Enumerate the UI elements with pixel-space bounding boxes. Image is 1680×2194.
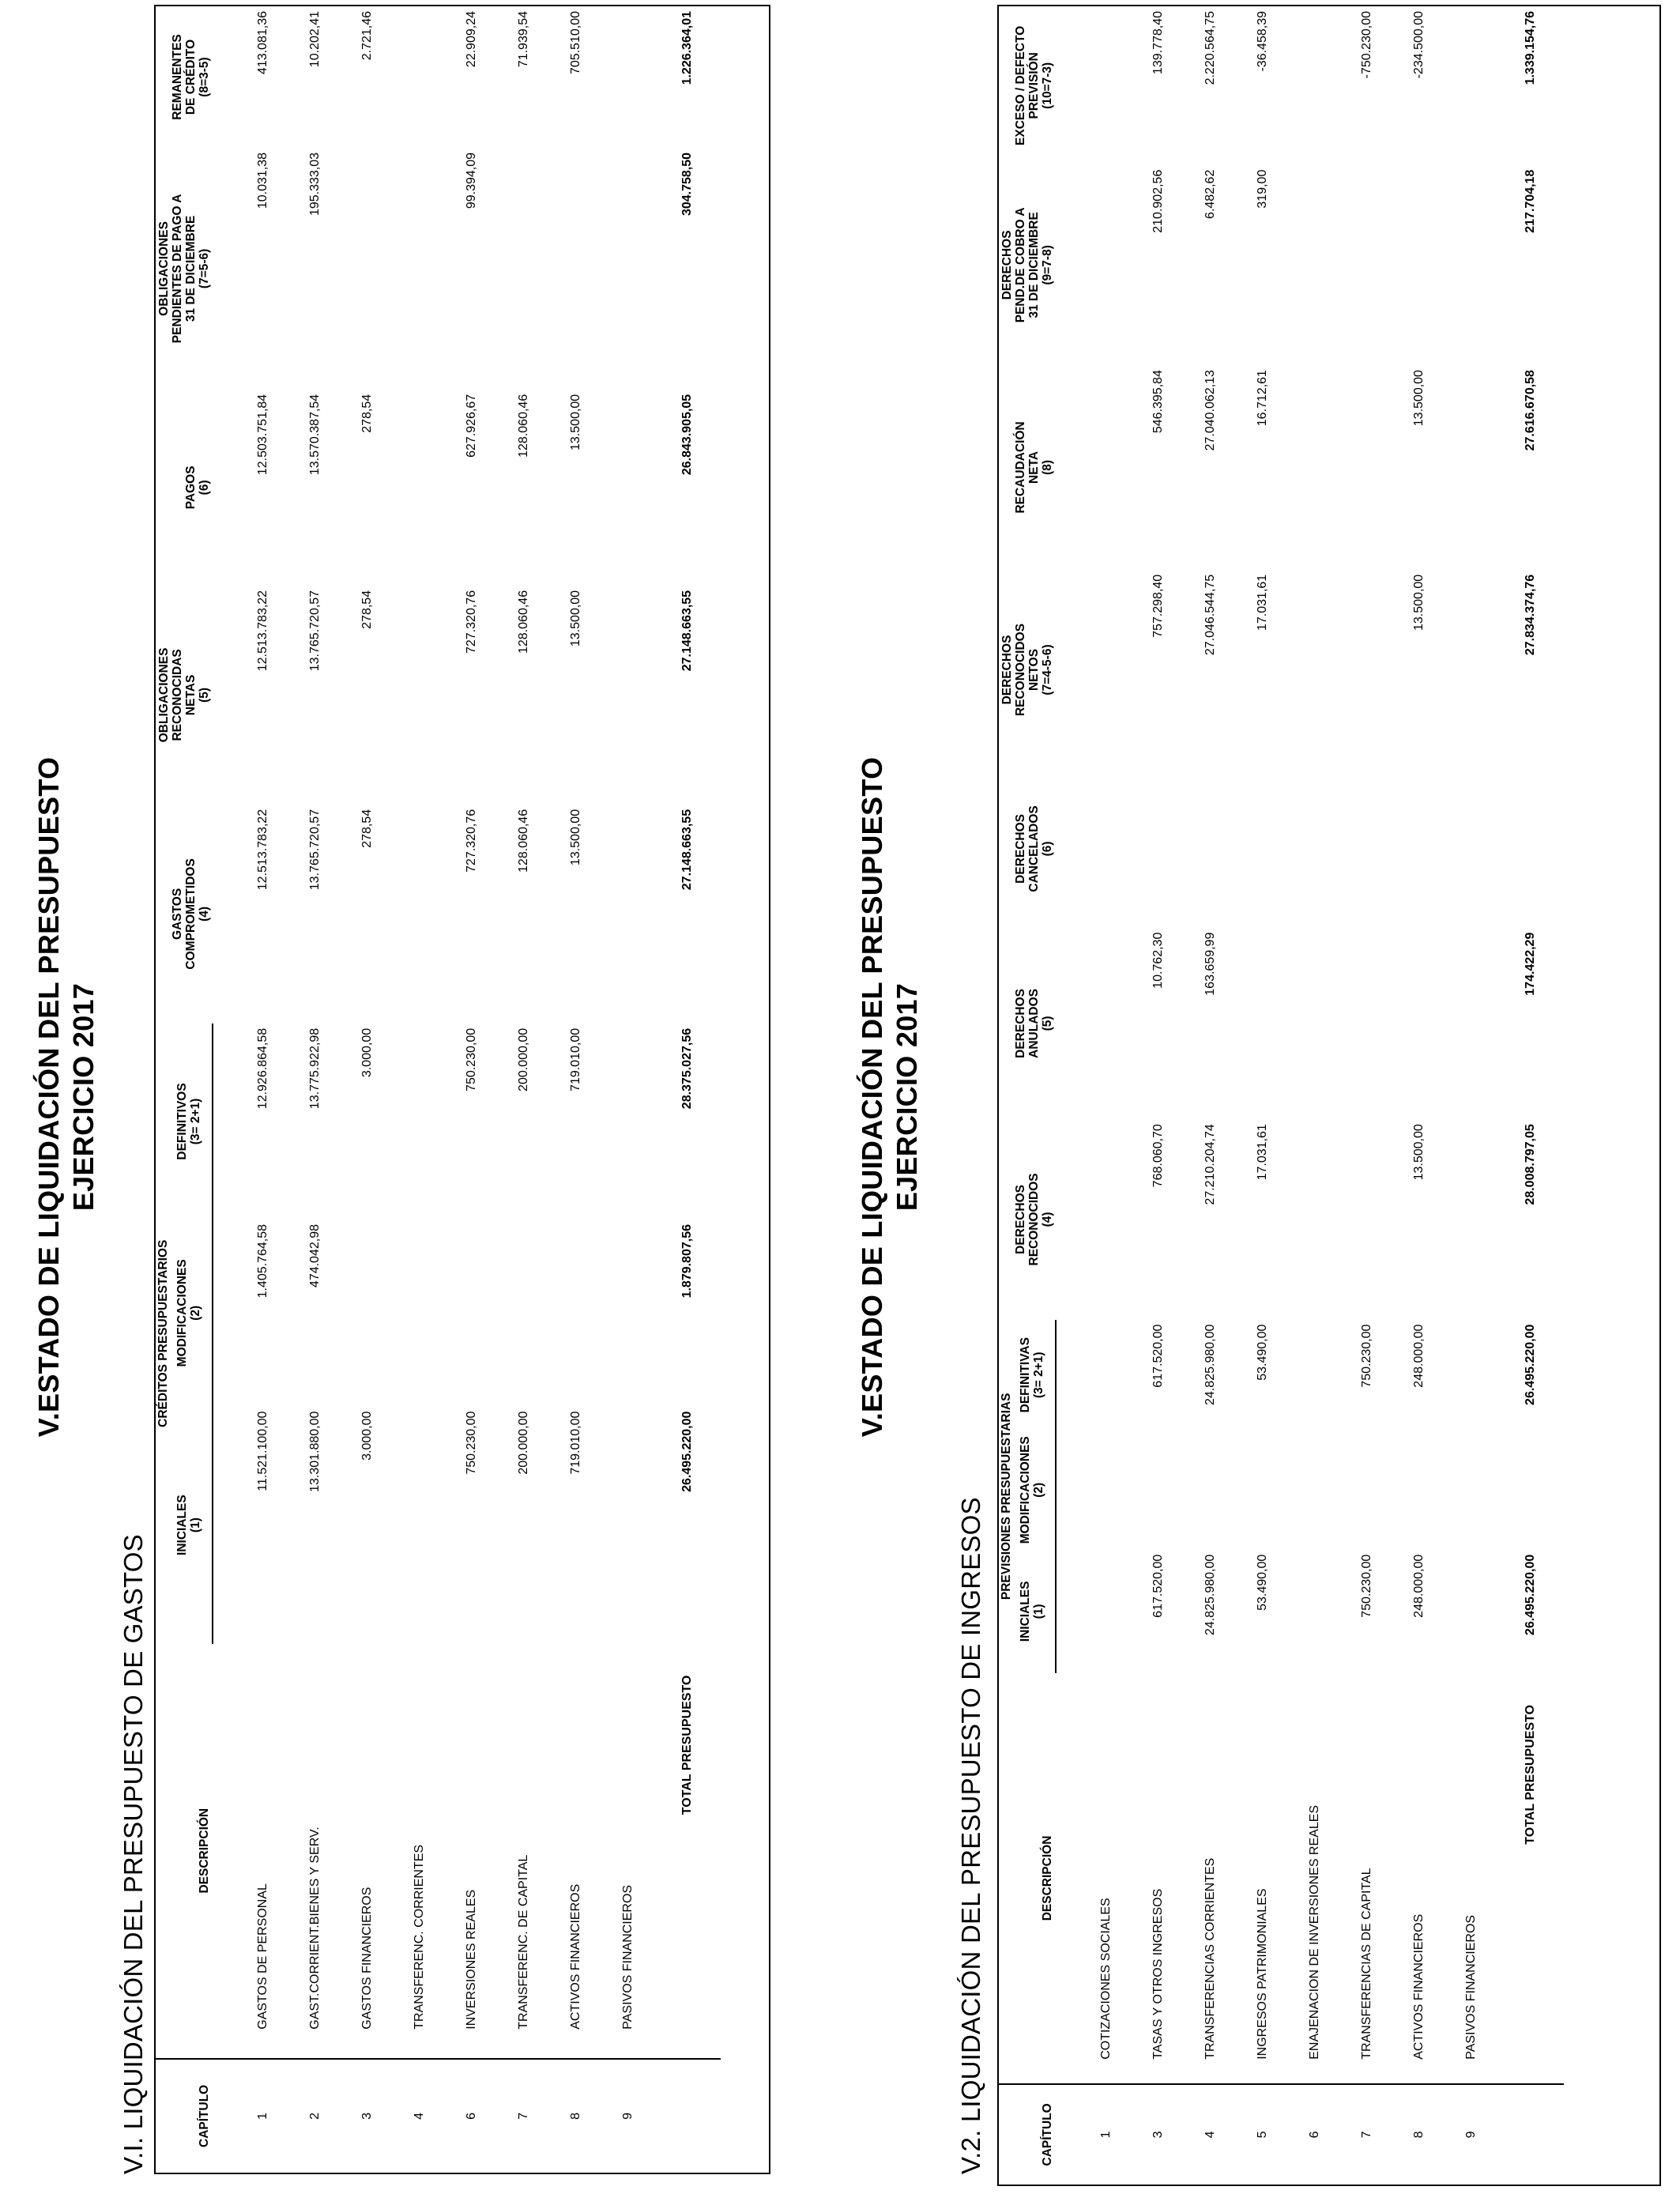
cell-rec: 13.500,00	[1412, 1124, 1426, 1181]
cell-ini	[1289, 1550, 1341, 1673]
total-ini: 26.495.220,00	[1524, 1554, 1537, 1636]
header-pendientes: OBLIGACIONES PENDIENTES DE PAGO A 31 DE DICIEMBRE (7=5-6)	[157, 194, 211, 344]
header-capitulo: CAPÍTULO	[156, 2059, 213, 2173]
cell-comp	[394, 805, 446, 1023]
cell-rcd	[1341, 365, 1393, 570]
cell-rcd	[1289, 365, 1341, 570]
cell-capitulo: 4	[1185, 2084, 1237, 2185]
cell-rec	[1289, 1119, 1341, 1319]
cell-def: 719.010,00	[569, 1027, 582, 1091]
cell-descripcion: INGRESOS PATRIMONIALES	[1256, 1888, 1269, 2060]
cell-obl: 13.500,00	[569, 590, 582, 647]
cell-def: 3.000,00	[360, 1027, 374, 1078]
cell-pag	[394, 390, 446, 586]
cell-descripcion: COTIZACIONES SOCIALES	[1098, 1898, 1113, 2060]
main-title-line1: V.ESTADO DE LIQUIDACIÓN DEL PRESUPUESTO	[32, 756, 65, 1438]
cell-capitulo: 8	[550, 2059, 602, 2173]
cell-exc	[1056, 6, 1132, 165]
cell-capitulo: 7	[498, 2059, 550, 2173]
header-modificaciones: MODIFICACIONES (2)	[1015, 1431, 1056, 1550]
cell-mod	[1132, 1431, 1185, 1550]
total-label: TOTAL PRESUPUESTO	[1524, 1705, 1537, 1845]
cell-ini	[1056, 1550, 1132, 1673]
total-mod: 1.879.807,56	[680, 1224, 694, 1299]
cell-descripcion: TRANSFERENC. DE CAPITAL	[517, 1854, 530, 2030]
cell-def: 13.775.922,98	[308, 1027, 322, 1110]
header-group-previsiones: PREVISIONES PRESUPUESTARIAS	[1000, 1393, 1014, 1600]
table-row	[213, 6, 289, 2173]
cell-exc: 139.778,40	[1151, 11, 1165, 75]
table-row	[341, 6, 394, 2173]
cell-pend	[1393, 165, 1445, 365]
cell-def	[394, 1023, 446, 1220]
table-row	[394, 6, 446, 2173]
cell-pend	[341, 148, 394, 390]
header-iniciales: INICIALES (1)	[1015, 1550, 1056, 1673]
cell-ini: 24.825.980,00	[1203, 1554, 1217, 1636]
cell-def: 200.000,00	[517, 1027, 530, 1091]
cell-rec	[1056, 1119, 1132, 1319]
cell-exc: 2.220.564,75	[1203, 11, 1217, 85]
cell-anu	[1289, 928, 1341, 1120]
cell-rec	[1341, 1119, 1393, 1319]
cell-capitulo: 5	[1237, 2084, 1289, 2185]
cell-mod	[1341, 1431, 1393, 1550]
cell-can	[1341, 770, 1393, 927]
total-rcd: 27.616.670,58	[1524, 370, 1537, 451]
table-gastos	[154, 5, 770, 2174]
total-obl: 27.148.663,55	[680, 590, 694, 672]
section-title-ingresos: V.2. LIQUIDACIÓN DEL PRESUPUESTO DE INGRESOS	[956, 1497, 985, 2174]
cell-def: 617.520,00	[1151, 1324, 1165, 1388]
cell-pend	[1445, 165, 1497, 365]
total-row	[654, 6, 721, 2173]
header-recaudacion: RECAUDACIÓN NETA (8)	[1014, 421, 1054, 514]
cell-rem	[394, 6, 446, 148]
cell-descripcion: INVERSIONES REALES	[465, 1889, 478, 2030]
header-pagos: PAGOS (6)	[184, 466, 211, 510]
cell-exc: -36.458,39	[1256, 11, 1269, 72]
cell-net: 27.046.544,75	[1203, 574, 1217, 656]
cell-rcd: 546.395,84	[1151, 370, 1165, 434]
cell-obl: 12.513.783,22	[255, 590, 269, 672]
cell-pend	[394, 148, 446, 390]
cell-def	[1289, 1320, 1341, 1431]
cell-exc: -750.230,00	[1360, 11, 1373, 79]
cell-anu	[1393, 928, 1445, 1120]
header-obligaciones: OBLIGACIONES RECONOCIDAS NETAS (5)	[157, 647, 211, 743]
cell-can	[1445, 770, 1497, 927]
cell-can	[1289, 770, 1341, 927]
table-row	[1393, 6, 1445, 2185]
cell-pag: 13.570.387,54	[308, 394, 322, 476]
cell-obl	[602, 586, 654, 805]
cell-mod	[1056, 1431, 1132, 1550]
cell-capitulo: 9	[602, 2059, 654, 2173]
header-group-creditos: CRÉDITOS PRESUPUESTARIOS	[156, 1239, 171, 1427]
total-can	[1497, 770, 1564, 927]
cell-rcd: 13.500,00	[1412, 370, 1426, 427]
cell-pag: 278,54	[360, 394, 374, 433]
cell-mod: 1.405.764,58	[256, 1224, 269, 1299]
cell-comp: 13.500,00	[569, 809, 582, 866]
cell-rem: 71.939,54	[517, 11, 530, 68]
section-title-gastos: V.I. LIQUIDACIÓN DEL PRESUPUESTO DE GASTOS	[119, 1534, 148, 2174]
main-title-line1: V.ESTADO DE LIQUIDACIÓN DEL PRESUPUESTO	[856, 756, 888, 1438]
cell-mod	[446, 1220, 498, 1407]
cell-rec	[1445, 1119, 1497, 1319]
header-pendientes-cobro: DERECHOS PEND.DE COBRO A 31 DE DICIEMBRE (9=7-8)	[1000, 207, 1054, 323]
header-cancelados: DERECHOS CANCELADOS (6)	[1014, 805, 1054, 892]
main-title-line2: EJERCICIO 2017	[891, 982, 923, 1212]
cell-ini: 248.000,00	[1412, 1554, 1426, 1618]
cell-capitulo: 6	[446, 2059, 498, 2173]
cell-descripcion: GASTOS FINANCIEROS	[360, 1887, 374, 2030]
total-exc: 1.339.154,76	[1524, 11, 1537, 85]
table-row	[498, 6, 550, 2173]
cell-mod	[1185, 1431, 1237, 1550]
table-row	[550, 6, 602, 2173]
cell-exc: -234.500,00	[1412, 11, 1426, 79]
cell-pend: 195.333,03	[308, 152, 322, 217]
total-row	[1497, 6, 1564, 2185]
main-title-line2: EJERCICIO 2017	[67, 982, 100, 1212]
cell-pag: 627.926,67	[465, 394, 478, 458]
cell-mod	[394, 1220, 446, 1407]
main-title-gastos	[32, 0, 101, 2194]
header-iniciales: INICIALES (1)	[171, 1407, 213, 1644]
table-ingresos	[997, 5, 1661, 2186]
total-net: 27.834.374,76	[1524, 574, 1537, 656]
cell-rem: 2.721,46	[360, 11, 374, 61]
table-row	[1237, 6, 1289, 2185]
cell-mod	[1237, 1431, 1289, 1550]
cell-anu: 10.762,30	[1151, 932, 1165, 989]
cell-ini	[602, 1407, 654, 1644]
main-title-ingresos	[855, 0, 925, 2194]
cell-pend: 99.394,09	[465, 152, 478, 209]
cell-def: 248.000,00	[1412, 1324, 1426, 1388]
cell-anu	[1341, 928, 1393, 1120]
cell-rec: 17.031,61	[1256, 1124, 1269, 1181]
cell-capitulo: 8	[1393, 2084, 1445, 2185]
table-row	[1341, 6, 1393, 2185]
cell-ini: 750.230,00	[1360, 1554, 1373, 1618]
cell-mod	[602, 1220, 654, 1407]
cell-mod	[1393, 1431, 1445, 1550]
header-netos: DERECHOS RECONOCIDOS NETOS (7=4-5-6)	[1000, 623, 1054, 717]
table-row	[289, 6, 341, 2173]
cell-def: 12.926.864,58	[256, 1027, 269, 1110]
cell-capitulo	[654, 2059, 721, 2173]
header-definitivos: DEFINITIVOS (3= 2+1)	[171, 1023, 213, 1220]
cell-descripcion: TRANSFERENCIAS CORRIENTES	[1203, 1857, 1217, 2060]
cell-rec: 27.210.204,74	[1203, 1124, 1217, 1205]
cell-rem: 705.510,00	[569, 11, 582, 75]
cell-pend: 10.031,38	[255, 152, 269, 209]
cell-descripcion: TRANSFERENCIAS DE CAPITAL	[1360, 1868, 1373, 2060]
cell-net	[1341, 570, 1393, 770]
cell-rcd	[1056, 365, 1132, 570]
cell-ini: 617.520,00	[1151, 1554, 1165, 1618]
cell-ini	[394, 1407, 446, 1644]
cell-rec: 768.060,70	[1151, 1124, 1165, 1188]
table-row	[602, 6, 654, 2173]
total-pend: 217.704,18	[1524, 169, 1537, 233]
cell-comp: 12.513.783,22	[255, 809, 269, 891]
cell-net	[1289, 570, 1341, 770]
cell-def	[602, 1023, 654, 1220]
cell-descripcion: TRANSFERENC. CORRIENTES	[412, 1844, 426, 2030]
cell-obl: 727.320,76	[465, 590, 478, 654]
cell-def: 750.230,00	[465, 1027, 478, 1091]
cell-rem	[602, 6, 654, 148]
cell-pend	[602, 148, 654, 390]
cell-ini: 3.000,00	[360, 1411, 374, 1461]
cell-rem: 10.202,41	[308, 11, 322, 68]
cell-descripcion: GASTOS DE PERSONAL	[255, 1883, 269, 2030]
header-definitivas: DEFINITIVAS (3= 2+1)	[1015, 1320, 1056, 1431]
cell-ini: 11.521.100,00	[256, 1411, 269, 1491]
cell-rcd	[1445, 365, 1497, 570]
cell-capitulo: 2	[289, 2059, 341, 2173]
header-modificaciones: MODIFICACIONES (2)	[171, 1220, 213, 1407]
cell-mod	[1289, 1431, 1341, 1550]
cell-descripcion: PASIVOS FINANCIEROS	[1464, 1914, 1478, 2060]
header-capitulo: CAPÍTULO	[999, 2084, 1056, 2185]
cell-net	[1445, 570, 1497, 770]
cell-anu: 163.659,99	[1203, 932, 1217, 996]
cell-comp: 128.060,46	[517, 809, 530, 873]
cell-pend	[1056, 165, 1132, 365]
cell-descripcion: TASAS Y OTROS INGRESOS	[1151, 1888, 1165, 2060]
total-ini: 26.495.220,00	[680, 1411, 694, 1492]
cell-capitulo: 3	[341, 2059, 394, 2173]
table-row	[1185, 6, 1237, 2185]
table-row	[446, 6, 498, 2173]
cell-can	[1393, 770, 1445, 927]
table-row	[1289, 6, 1341, 2185]
cell-rcd: 27.040.062,13	[1203, 370, 1217, 451]
cell-comp: 278,54	[360, 809, 374, 848]
cell-mod	[341, 1220, 394, 1407]
cell-pend: 319,00	[1256, 169, 1269, 209]
total-anu: 174.422,29	[1524, 932, 1537, 996]
cell-obl: 278,54	[360, 590, 374, 629]
header-exceso: EXCESO / DEFECTO PREVISIÓN (10=7-3)	[1014, 25, 1054, 145]
cell-pend	[498, 148, 550, 390]
cell-capitulo: 1	[1056, 2084, 1132, 2185]
cell-net: 757.298,40	[1151, 574, 1165, 638]
cell-net: 17.031,61	[1256, 574, 1269, 631]
cell-descripcion: GAST.CORRIENT.BIENES Y SERV.	[308, 1826, 322, 2030]
cell-pend	[1289, 165, 1341, 365]
total-pag: 26.843.905,05	[680, 394, 694, 476]
cell-ini: 200.000,00	[517, 1411, 530, 1475]
total-comp: 27.148.663,55	[680, 809, 694, 891]
cell-def: 24.825.980,00	[1203, 1324, 1217, 1405]
cell-def: 750.230,00	[1360, 1324, 1373, 1388]
cell-pag: 13.500,00	[569, 394, 582, 450]
header-remanentes: REMANENTES DE CRÉDITO (8=3-5)	[171, 34, 211, 120]
cell-pag: 128.060,46	[517, 394, 530, 458]
cell-def	[1445, 1320, 1497, 1431]
cell-rem: 413.081,36	[255, 11, 269, 75]
header-descripcion: DESCRIPCIÓN	[1041, 1835, 1054, 1921]
cell-pend	[550, 148, 602, 390]
cell-exc	[1289, 6, 1341, 165]
cell-pag: 12.503.751,84	[255, 394, 269, 476]
cell-descripcion: ACTIVOS FINANCIEROS	[569, 1883, 582, 2030]
cell-ini: 750.230,00	[465, 1411, 478, 1475]
cell-anu	[1445, 928, 1497, 1120]
cell-capitulo: 6	[1289, 2084, 1341, 2185]
cell-comp: 727.320,76	[465, 809, 478, 873]
cell-descripcion: ACTIVOS FINANCIEROS	[1412, 1913, 1426, 2060]
cell-mod	[550, 1220, 602, 1407]
cell-rcd: 16.712,61	[1256, 370, 1269, 427]
cell-mod	[1445, 1431, 1497, 1550]
cell-pag	[602, 390, 654, 586]
cell-pend: 210.902,56	[1151, 169, 1165, 233]
cell-capitulo: 4	[394, 2059, 446, 2173]
header-reconocidos: DERECHOS RECONOCIDOS (4)	[1014, 1173, 1054, 1266]
cell-comp: 13.765.720,57	[308, 809, 322, 891]
header-comprometidos: GASTOS COMPROMETIDOS (4)	[171, 858, 211, 970]
cell-net: 13.500,00	[1412, 574, 1426, 631]
cell-descripcion: ENAJENACION DE INVERSIONES REALES	[1308, 1804, 1321, 2060]
cell-descripcion: PASIVOS FINANCIEROS	[621, 1884, 635, 2030]
cell-can	[1237, 770, 1289, 927]
cell-can	[1132, 770, 1185, 927]
cell-def	[1056, 1320, 1132, 1431]
total-def: 26.495.220,00	[1524, 1324, 1537, 1405]
cell-comp	[602, 805, 654, 1023]
cell-capitulo	[1497, 2084, 1564, 2185]
total-rem: 1.226.364,01	[680, 11, 694, 85]
cell-mod: 474.042,98	[308, 1224, 322, 1288]
total-pend: 304.758,50	[680, 152, 694, 217]
cell-ini: 53.490,00	[1256, 1554, 1269, 1611]
cell-can	[1185, 770, 1237, 927]
cell-anu	[1237, 928, 1289, 1120]
cell-obl	[394, 586, 446, 805]
cell-capitulo: 3	[1132, 2084, 1185, 2185]
total-rec: 28.008.797,05	[1524, 1124, 1537, 1205]
cell-exc	[1445, 6, 1497, 165]
cell-pend: 6.482,62	[1203, 169, 1217, 219]
cell-capitulo: 1	[213, 2059, 289, 2173]
cell-obl: 13.765.720,57	[308, 590, 322, 672]
cell-obl: 128.060,46	[517, 590, 530, 654]
cell-def: 53.490,00	[1256, 1324, 1269, 1381]
table-row	[1056, 6, 1132, 2185]
cell-net	[1056, 570, 1132, 770]
cell-capitulo: 9	[1445, 2084, 1497, 2185]
total-mod	[1497, 1431, 1564, 1550]
cell-anu	[1056, 928, 1132, 1120]
header-anulados: DERECHOS ANULADOS (5)	[1014, 989, 1054, 1058]
cell-pend	[1341, 165, 1393, 365]
cell-rem: 22.909,24	[465, 11, 478, 68]
cell-mod	[498, 1220, 550, 1407]
header-descripcion: DESCRIPCIÓN	[198, 1808, 211, 1894]
cell-ini	[1445, 1550, 1497, 1673]
total-label: TOTAL PRESUPUESTO	[680, 1675, 694, 1815]
table-row	[1132, 6, 1185, 2185]
cell-can	[1056, 770, 1132, 927]
cell-capitulo: 7	[1341, 2084, 1393, 2185]
cell-ini: 719.010,00	[569, 1411, 582, 1475]
table-row	[1445, 6, 1497, 2185]
cell-ini: 13.301.880,00	[308, 1411, 322, 1492]
total-def: 28.375.027,56	[680, 1027, 694, 1110]
